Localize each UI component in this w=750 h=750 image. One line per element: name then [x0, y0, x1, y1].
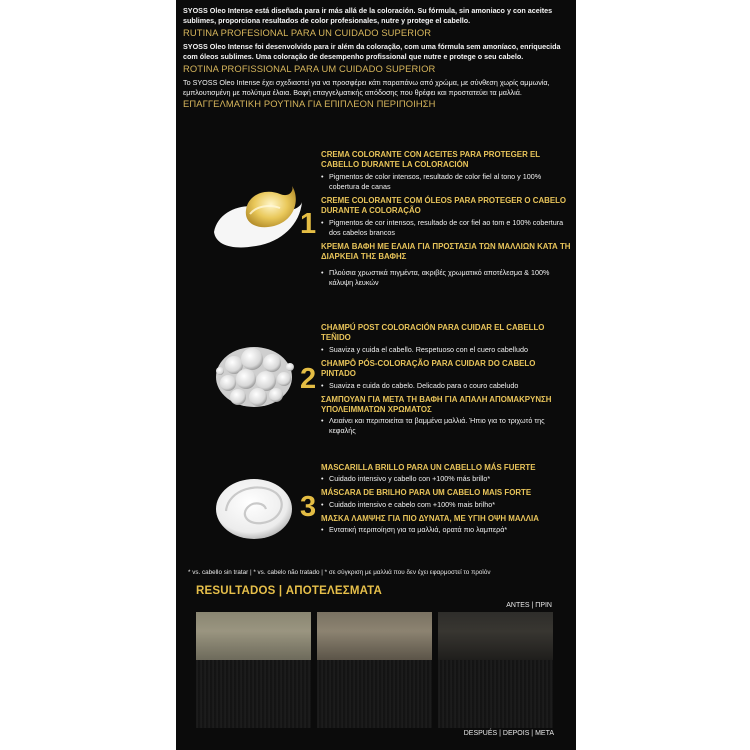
- intro-section: [183, 6, 575, 113]
- shampoo-foam-icon: [204, 335, 304, 415]
- swatch-3-after: [438, 660, 553, 728]
- intro-text-es: SYOSS Oleo Intense está diseñada para ir más allá de la coloración. Su fórmula, sin amoniaco y con aceites sublimes, proporciona resultados de color profesionales, nutre y protege el cabello.: [183, 6, 553, 26]
- after-label: DESPUÉS | DEPOIS | META: [463, 730, 554, 737]
- step-1-body-pt: • Pigmentos de cor intensos, resultado de cor fiel ao tom e 100% cobertura dos cabelos brancos: [321, 218, 571, 238]
- hair-swatch-3: [438, 612, 553, 728]
- swatch-3-before: [438, 612, 553, 660]
- step-3-text: [321, 463, 571, 539]
- product-info-panel: [176, 0, 576, 750]
- swatch-2-before: [317, 612, 432, 660]
- step-3-heading-gr: ΜΑΣΚΑ ΛΑΜΨΗΣ ΓΙΑ ΠΙΟ ΔΥΝΑΤΑ, ΜΕ ΥΓΙΗ ΟΨΗ ΜΑΛΛΙΑ: [321, 513, 539, 523]
- cream-swirl-icon: [204, 180, 304, 260]
- intro-heading-pt: ROTINA PROFISSIONAL PARA UM CUIDADO SUPERIOR: [183, 62, 436, 74]
- step-3-body-pt: • Cuidado intensivo e cabelo com +100% mais brilho*: [321, 500, 571, 510]
- step-3-heading-es: MASCARILLA BRILLO PARA UN CABELLO MÁS FUERTE: [321, 463, 536, 472]
- step-1-heading-gr: ΚΡΕΜΑ ΒΑΦΗ ΜΕ ΕΛΑΙΑ ΓΙΑ ΠΡΟΣΤΑΣΙΑ ΤΩΝ ΜΑΛΛΙΩΝ ΚΑΤΑ ΤΗ ΔΙΑΡΚΕΙΑ ΤΗΣ ΒΑΦΗΣ: [321, 241, 571, 262]
- hair-swatch-2: [317, 612, 432, 728]
- intro-text-pt: SYOSS Oleo Intense foi desenvolvido para ir além da coloração, com uma fórmula sem amoníaco, enriquecida com óleos sublimes. Uma coloração de desempenho profissional que nutre e protege o seu cabelo.: [183, 41, 561, 62]
- swatch-1-before: [196, 612, 311, 660]
- mask-swirl-icon: [204, 467, 304, 547]
- swatch-2-after: [317, 660, 432, 728]
- intro-heading-gr: ΕΠΑΓΓΕΛΜΑΤΙΚΗ ΡΟΥΤΙΝΑ ΓΙΑ ΕΠΙΠΛΕΟΝ ΠΕΡΙΠΟΙΗΣΗ: [183, 98, 436, 110]
- step-2-body-pt: • Suaviza e cuida do cabelo. Delicado para o couro cabeludo: [321, 381, 571, 391]
- intro-text-gr: Το SYOSS Oleo Intense έχει σχεδιαστεί για να προσφέρει κάτι παραπάνω από χρώμα, με σύνθεση χωρίς αμμωνία, εμπλουτισμένη με πολύτιμα έλαια. Βαφή επαγγελματικής απόδοσης που θρέφει και προστατεύει τα μαλλιά.: [183, 77, 550, 98]
- step-1-heading-pt: CREME COLORANTE COM ÓLEOS PARA PROTEGER O CABELO DURANTE A COLORAÇÃO: [321, 195, 567, 216]
- swatch-1-after: [196, 660, 311, 728]
- step-2-heading-pt: CHAMPÔ PÓS-COLORAÇÃO PARA CUIDAR DO CABELO PINTADO: [321, 358, 536, 379]
- step-1-body-es: • Pigmentos de color intensos, resultado de color fiel al tono y 100% cobertura de canas: [321, 172, 571, 192]
- step-number-1: 1: [300, 208, 317, 240]
- step-number-3: 3: [300, 491, 317, 523]
- step-2-body-gr: • Λειαίνει και περιποιείται τα βαμμένα μαλλιά. Ήπιο για το τριχωτό της κεφαλής: [321, 416, 571, 436]
- step-3-heading-pt: MÁSCARA DE BRILHO PARA UM CABELO MAIS FORTE: [321, 488, 532, 498]
- hair-swatch-1: [196, 612, 311, 728]
- step-2-heading-es: CHAMPÚ POST COLORACIÓN PARA CUIDAR EL CABELLO TEÑIDO: [321, 323, 545, 343]
- intro-heading-es: RUTINA PROFESIONAL PARA UN CUIDADO SUPERIOR: [183, 26, 432, 38]
- before-label: ANTES | ΠΡΙΝ: [506, 602, 552, 609]
- results-title: RESULTADOS | ΑΠΟΤΕΛΕΣΜΑΤΑ: [196, 585, 383, 597]
- step-2-heading-gr: ΣΑΜΠΟΥΑΝ ΓΙΑ ΜΕΤΑ ΤΗ ΒΑΦΗ ΓΙΑ ΑΠΑΛΗ ΑΠΟΜΑΚΡΥΝΣΗ ΥΠΟΛΕΙΜΜΑΤΩΝ ΧΡΩΜΑΤΟΣ: [321, 394, 552, 415]
- step-2-text: [321, 323, 571, 440]
- footnote: * vs. cabello sin tratar | * vs. cabelo não tratado | * σε σύγκριση με μαλλιά που δεν έχει εφαρμοστεί το προϊόν: [188, 569, 491, 576]
- step-1-body-gr: • Πλούσια χρωστικά πιγμέντα, ακριβές χρωματικό αποτέλεσμα & 100% κάλυψη λευκών: [321, 268, 571, 288]
- step-3-body-gr: • Εντατική περιποίηση για τα μαλλιά, ορατά πιο λαμπερά*: [321, 525, 571, 535]
- step-2-body-es: • Suaviza y cuida el cabello. Respetuoso con el cuero cabelludo: [321, 345, 571, 355]
- step-1-text: [321, 150, 571, 292]
- step-number-2: 2: [300, 363, 317, 395]
- step-3-body-es: • Cuidado intensivo y cabello con +100% más brillo*: [321, 474, 571, 484]
- step-1-heading-es: CREMA COLORANTE CON ACEITES PARA PROTEGER EL CABELLO DURANTE LA COLORACIÓN: [321, 150, 540, 170]
